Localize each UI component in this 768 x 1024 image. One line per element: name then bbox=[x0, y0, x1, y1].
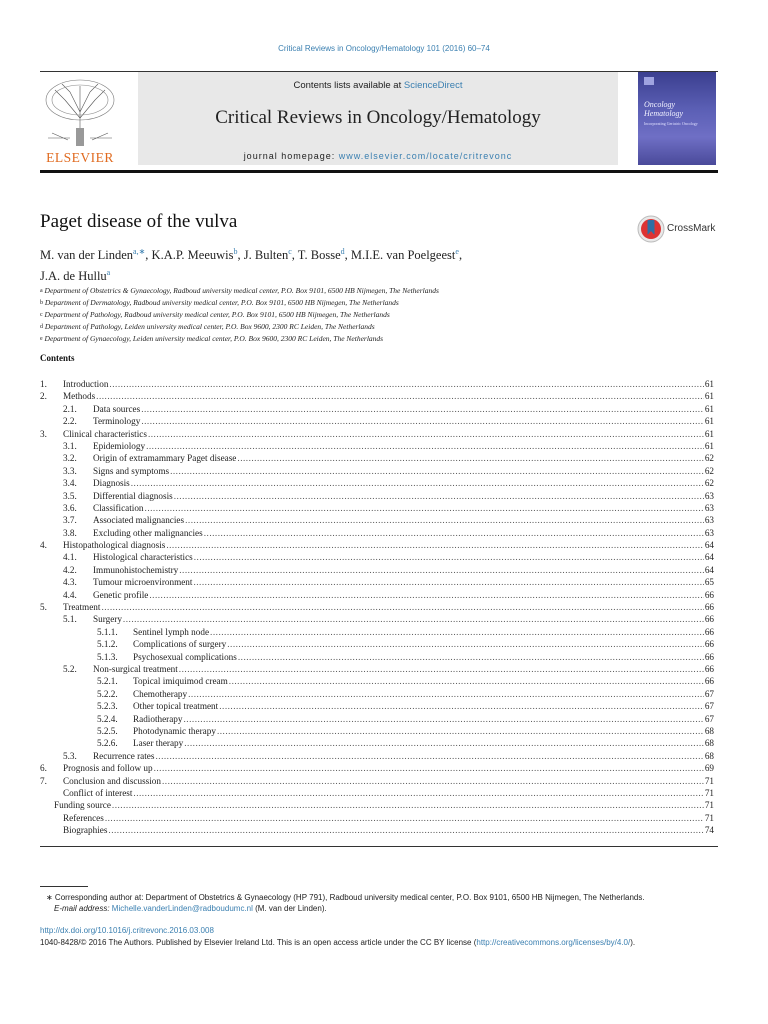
toc-entry[interactable] bbox=[40, 713, 714, 725]
toc-label[interactable]: Prognosis and follow up bbox=[63, 763, 153, 774]
author-affiliation-marker[interactable]: e bbox=[455, 247, 459, 256]
toc-number: 4.3. bbox=[63, 577, 77, 588]
toc-label[interactable]: Methods bbox=[63, 391, 96, 402]
toc-indent bbox=[40, 675, 97, 687]
toc-entry[interactable] bbox=[40, 589, 714, 601]
toc-leader-dots bbox=[237, 452, 703, 464]
email-link[interactable]: Michelle.vanderLinden@radboudumc.nl bbox=[111, 904, 253, 913]
toc-indent bbox=[40, 576, 63, 588]
contents-heading: Contents bbox=[40, 353, 75, 363]
author-name[interactable]: J.A. de Hullu bbox=[40, 269, 107, 284]
toc-leader-dots bbox=[210, 626, 704, 638]
toc-number: 5.1.3. bbox=[97, 651, 118, 662]
toc-leader-dots bbox=[188, 688, 704, 700]
contents-bottom-rule bbox=[40, 846, 718, 847]
toc-indent bbox=[40, 502, 63, 514]
author-affiliation-marker[interactable]: c bbox=[288, 247, 292, 256]
toc-entry[interactable] bbox=[40, 601, 714, 613]
toc-label[interactable]: Data sources bbox=[93, 403, 141, 414]
toc-entry[interactable] bbox=[40, 564, 714, 576]
journal-cover-image bbox=[638, 72, 716, 165]
toc-entry[interactable] bbox=[40, 626, 714, 638]
toc-page-number[interactable]: 66 bbox=[704, 663, 714, 674]
toc-number: 3.8. bbox=[63, 527, 77, 538]
affiliation-text: Department of Pathology, Leiden university medical center, P.O. Box 9600, 2300 RC Leiden, The Netherlands bbox=[44, 322, 375, 331]
toc-page-number[interactable]: 66 bbox=[704, 602, 714, 613]
toc-leader-dots bbox=[145, 502, 704, 514]
toc-number: 4.2. bbox=[63, 564, 77, 575]
toc-label[interactable]: Other topical treatment bbox=[133, 701, 219, 712]
license-link[interactable]: http://creativecommons.org/licenses/by/4.0/ bbox=[476, 938, 631, 947]
toc-leader-dots bbox=[149, 589, 703, 601]
toc-page-number[interactable]: 62 bbox=[704, 465, 714, 476]
toc-page-number[interactable]: 71 bbox=[704, 775, 714, 786]
toc-label[interactable]: Non-surgical treatment bbox=[93, 663, 178, 674]
contents-availability bbox=[138, 80, 618, 91]
toc-page-number[interactable]: 71 bbox=[704, 800, 714, 811]
toc-page-number[interactable]: 74 bbox=[704, 825, 714, 836]
toc-entry[interactable] bbox=[40, 477, 714, 489]
toc-label[interactable]: Epidemiology bbox=[93, 440, 146, 451]
toc-number bbox=[40, 787, 63, 799]
toc-entry[interactable] bbox=[40, 651, 714, 663]
toc-leader-dots bbox=[179, 564, 704, 576]
toc-indent bbox=[40, 725, 97, 737]
toc-label[interactable]: Classification bbox=[93, 502, 144, 513]
header-bottom-rule bbox=[40, 170, 718, 173]
toc-leader-dots bbox=[131, 477, 704, 489]
author-affiliation-marker[interactable]: d bbox=[340, 247, 345, 256]
toc-number: 3.6. bbox=[63, 502, 77, 513]
toc-page-number[interactable]: 66 bbox=[704, 651, 714, 662]
toc-leader-dots bbox=[148, 428, 704, 440]
toc-entry[interactable] bbox=[40, 799, 714, 811]
affiliation-text: Department of Obstetrics & Gynaecology, Radboud university medical center, P.O. Box 9101, 6500 HB Nijmegen, The Netherlands bbox=[44, 286, 439, 295]
toc-entry[interactable] bbox=[40, 613, 714, 625]
toc-indent bbox=[40, 403, 63, 415]
affiliation-item bbox=[40, 309, 720, 321]
toc-indent bbox=[40, 564, 63, 576]
toc-leader-dots bbox=[155, 750, 703, 762]
affiliation-text: Department of Dermatology, Radboud university medical center, P.O. Box 9101, 6500 HB Nijmegen, The Netherlands bbox=[44, 298, 399, 307]
toc-label[interactable]: Signs and symptoms bbox=[93, 465, 170, 476]
toc-indent bbox=[40, 651, 97, 663]
author-name[interactable]: M.I.E. van Poelgeest bbox=[350, 248, 456, 263]
author-affiliation-marker[interactable]: b bbox=[233, 247, 238, 256]
toc-page-number[interactable]: 61 bbox=[704, 416, 714, 427]
affiliation-item bbox=[40, 321, 720, 333]
journal-homepage bbox=[138, 151, 618, 161]
toc-leader-dots bbox=[141, 403, 704, 415]
toc-indent bbox=[40, 589, 63, 601]
author-name[interactable]: M. van der Linden bbox=[40, 248, 134, 263]
toc-label[interactable]: Introduction bbox=[63, 379, 109, 389]
corresponding-author-footnote bbox=[40, 892, 720, 914]
toc-leader-dots bbox=[185, 514, 704, 526]
contents-prefix: Contents lists available at bbox=[293, 80, 404, 91]
homepage-prefix: journal homepage: bbox=[243, 151, 339, 161]
toc-indent bbox=[40, 551, 63, 563]
toc-page-number[interactable]: 63 bbox=[704, 527, 714, 538]
toc-label[interactable]: Diagnosis bbox=[93, 478, 130, 489]
toc-number: 2. bbox=[40, 391, 47, 402]
email-line bbox=[40, 903, 720, 914]
toc-label[interactable]: Chemotherapy bbox=[133, 688, 188, 699]
toc-page-number[interactable]: 71 bbox=[704, 787, 714, 798]
cover-title bbox=[644, 100, 683, 118]
toc-entry[interactable] bbox=[40, 465, 714, 477]
toc-page-number[interactable]: 67 bbox=[704, 713, 714, 724]
toc-entry[interactable] bbox=[40, 750, 714, 762]
toc-leader-dots bbox=[109, 378, 703, 390]
toc-indent bbox=[40, 750, 63, 762]
toc-entry[interactable] bbox=[40, 551, 714, 563]
toc-leader-dots bbox=[227, 638, 704, 650]
toc-number: 5.2.4. bbox=[97, 713, 118, 724]
license-suffix: ). bbox=[630, 938, 636, 947]
toc-page-number[interactable]: 61 bbox=[704, 403, 714, 414]
toc-label[interactable]: Associated malignancies bbox=[93, 515, 185, 526]
author-name[interactable]: J. Bulten bbox=[243, 248, 289, 263]
toc-entry[interactable] bbox=[40, 527, 714, 539]
toc-label[interactable]: References bbox=[63, 812, 104, 823]
toc-label[interactable]: Genetic profile bbox=[93, 589, 149, 600]
toc-page-number[interactable]: 64 bbox=[704, 564, 714, 575]
toc-entry[interactable] bbox=[40, 675, 714, 687]
toc-label[interactable]: Conclusion and discussion bbox=[63, 775, 161, 786]
toc-indent bbox=[40, 465, 63, 477]
toc-label[interactable]: Clinical characteristics bbox=[63, 428, 147, 439]
toc-entry[interactable] bbox=[40, 378, 714, 390]
toc-entry[interactable] bbox=[40, 787, 714, 799]
toc-page-number[interactable]: 61 bbox=[704, 428, 714, 439]
toc-label[interactable]: Histological characteristics bbox=[93, 552, 193, 563]
toc-entry[interactable] bbox=[40, 737, 714, 749]
toc-entry[interactable] bbox=[40, 539, 714, 551]
cover-subtitle: Incorporating Geriatric Oncology bbox=[644, 121, 698, 126]
toc-page-number[interactable]: 66 bbox=[704, 626, 714, 637]
toc-page-number[interactable]: 66 bbox=[704, 676, 714, 687]
toc-number: 2.2. bbox=[63, 416, 77, 427]
affiliation-item bbox=[40, 297, 720, 309]
affiliation-text: Department of Pathology, Radboud university medical center, P.O. Box 9101, 6500 HB Nijmegen, The Netherlands bbox=[44, 310, 390, 319]
toc-leader-dots bbox=[219, 700, 704, 712]
toc-label[interactable]: Topical imiquimod cream bbox=[133, 676, 228, 687]
toc-leader-dots bbox=[238, 651, 704, 663]
toc-entry[interactable] bbox=[40, 440, 714, 452]
toc-leader-dots bbox=[146, 440, 704, 452]
toc-leader-dots bbox=[108, 824, 703, 836]
toc-page-number[interactable]: 62 bbox=[704, 478, 714, 489]
toc-indent bbox=[40, 490, 63, 502]
toc-page-number[interactable]: 66 bbox=[704, 639, 714, 650]
toc-label[interactable]: Photodynamic therapy bbox=[133, 725, 216, 736]
toc-entry[interactable] bbox=[40, 824, 714, 836]
toc-entry[interactable] bbox=[40, 688, 714, 700]
toc-leader-dots bbox=[194, 551, 704, 563]
toc-leader-dots bbox=[112, 799, 704, 811]
toc-number: 3. bbox=[40, 428, 47, 439]
toc-number: 5.2.2. bbox=[97, 688, 118, 699]
toc-leader-dots bbox=[154, 762, 704, 774]
toc-number: 3.2. bbox=[63, 453, 77, 464]
toc-leader-dots bbox=[141, 415, 703, 427]
toc-leader-dots bbox=[105, 812, 704, 824]
cover-title-line-1: Oncology bbox=[644, 100, 676, 109]
toc-entry[interactable] bbox=[40, 403, 714, 415]
toc-entry[interactable] bbox=[40, 428, 714, 440]
toc-indent bbox=[40, 638, 97, 650]
toc-leader-dots bbox=[179, 663, 704, 675]
toc-indent bbox=[40, 688, 97, 700]
journal-reference[interactable]: Critical Reviews in Oncology/Hematology 101 (2016) 60–74 bbox=[278, 44, 490, 53]
toc-label[interactable]: Origin of extramammary Paget disease bbox=[93, 453, 237, 464]
toc-label[interactable]: Psychosexual complications bbox=[133, 651, 237, 662]
toc-entry[interactable] bbox=[40, 700, 714, 712]
toc-number: 3.4. bbox=[63, 478, 77, 489]
affiliation-key: c bbox=[40, 312, 43, 318]
toc-label[interactable]: Biographies bbox=[63, 825, 108, 836]
toc-page-number[interactable]: 68 bbox=[704, 750, 714, 761]
toc-entry[interactable] bbox=[40, 514, 714, 526]
toc-page-number[interactable]: 61 bbox=[704, 379, 714, 389]
toc-indent bbox=[40, 514, 63, 526]
corresponding-author-text: ∗ Corresponding author at: Department of Obstetrics & Gynaecology (HP 791), Radboud university medical center, P.O. Box 9101, 6500 HB Nijmegen, The Netherlands. bbox=[46, 893, 645, 902]
toc-page-number[interactable]: 65 bbox=[704, 577, 714, 588]
toc-indent bbox=[40, 613, 63, 625]
toc-entry[interactable] bbox=[40, 452, 714, 464]
toc-page-number[interactable]: 71 bbox=[704, 812, 714, 823]
toc-leader-dots bbox=[204, 527, 704, 539]
toc-label[interactable]: Surgery bbox=[93, 614, 122, 625]
affiliation-text: Department of Gynaecology, Leiden university medical center, P.O. Box 9600, 2300 RC Leiden, The Netherlands bbox=[44, 334, 384, 343]
toc-leader-dots bbox=[166, 539, 703, 551]
footnote-rule bbox=[40, 886, 88, 887]
toc-entry[interactable] bbox=[40, 390, 714, 402]
toc-page-number[interactable]: 61 bbox=[704, 391, 714, 402]
cover-publisher-mark bbox=[644, 77, 654, 85]
toc-page-number[interactable]: 63 bbox=[704, 502, 714, 513]
toc-number: 5.1.2. bbox=[97, 639, 118, 650]
toc-number: 3.1. bbox=[63, 440, 77, 451]
toc-label[interactable]: Funding source bbox=[54, 800, 111, 811]
license-text: 1040-8428/© 2016 The Authors. Published by Elsevier Ireland Ltd. This is an open access article under the CC BY license ( bbox=[40, 938, 477, 947]
toc-leader-dots bbox=[229, 675, 704, 687]
doi-link[interactable]: http://dx.doi.org/10.1016/j.critrevonc.2016.03.008 bbox=[40, 926, 214, 935]
toc-number: 3.5. bbox=[63, 490, 77, 501]
toc-entry[interactable] bbox=[40, 663, 714, 675]
toc-number: 5.2.1. bbox=[97, 676, 118, 687]
toc-page-number[interactable]: 62 bbox=[704, 453, 714, 464]
toc-number bbox=[40, 824, 63, 836]
toc-leader-dots bbox=[174, 490, 704, 502]
article-title: Paget disease of the vulva bbox=[40, 211, 238, 232]
sciencedirect-link[interactable]: ScienceDirect bbox=[403, 80, 463, 91]
toc-label[interactable]: Conflict of interest bbox=[63, 787, 133, 798]
toc-number: 4. bbox=[40, 540, 47, 551]
toc-indent bbox=[40, 700, 97, 712]
author-list: M. van der Linden$^{a,∗}$, K.A.P. Meeuwis$^b$, J. Bulten$^c$, T. Bosse$^d$, M.I.E. van Poelgeest$^e$, J.A. de Hullu$^a$ bbox=[40, 247, 463, 284]
toc-label[interactable]: Laser therapy bbox=[133, 738, 184, 749]
toc-page-number[interactable]: 66 bbox=[704, 614, 714, 625]
toc-label[interactable]: Radiotherapy bbox=[133, 713, 183, 724]
toc-indent bbox=[40, 663, 63, 675]
toc-number: 5.2.5. bbox=[97, 725, 118, 736]
toc-page-number[interactable]: 63 bbox=[704, 490, 714, 501]
toc-label[interactable]: Sentinel lymph node bbox=[133, 626, 210, 637]
toc-indent bbox=[40, 626, 97, 638]
toc-entry[interactable] bbox=[40, 775, 714, 787]
toc-number: 5. bbox=[40, 602, 47, 613]
toc-page-number[interactable]: 69 bbox=[704, 763, 714, 774]
cover-title-line-2: Hematology bbox=[644, 109, 684, 118]
license-line bbox=[40, 938, 730, 947]
toc-number: 5.1. bbox=[63, 614, 77, 625]
author-name[interactable]: T. Bosse bbox=[297, 248, 341, 263]
toc-number: 5.2.6. bbox=[97, 738, 118, 749]
toc-entry[interactable] bbox=[40, 725, 714, 737]
toc-entry[interactable] bbox=[40, 415, 714, 427]
toc-leader-dots bbox=[184, 737, 704, 749]
toc-page-number[interactable]: 68 bbox=[704, 738, 714, 749]
affiliation-key: d bbox=[40, 324, 43, 330]
toc-leader-dots bbox=[162, 775, 704, 787]
toc-number: 5.2.3. bbox=[97, 701, 118, 712]
toc-number: 4.1. bbox=[63, 552, 77, 563]
toc-entry[interactable] bbox=[40, 762, 714, 774]
affiliations bbox=[40, 285, 720, 345]
toc-number: 5.2. bbox=[63, 663, 77, 674]
toc-label[interactable]: Terminology bbox=[93, 416, 141, 427]
author-name[interactable]: K.A.P. Meeuwis bbox=[151, 248, 234, 263]
toc-leader-dots bbox=[133, 787, 703, 799]
crossmark-label: CrossMark bbox=[667, 223, 716, 234]
author-affiliation-marker[interactable]: a,∗ bbox=[133, 247, 146, 256]
journal-title: Critical Reviews in Oncology/Hematology bbox=[215, 107, 541, 128]
toc-indent bbox=[40, 440, 63, 452]
toc-label[interactable]: Differential diagnosis bbox=[93, 490, 173, 501]
toc-leader-dots bbox=[170, 465, 704, 477]
toc-number: 7. bbox=[40, 775, 47, 786]
toc-label[interactable]: Histopathological diagnosis bbox=[63, 540, 166, 551]
author-affiliation-marker[interactable]: a bbox=[106, 268, 111, 278]
crossmark-badge[interactable] bbox=[637, 213, 719, 245]
toc-indent bbox=[40, 452, 63, 464]
toc-number: 2.1. bbox=[63, 403, 77, 414]
toc-leader-dots bbox=[184, 713, 704, 725]
toc-label[interactable]: Immunohistochemistry bbox=[93, 564, 179, 575]
toc-number: 6. bbox=[40, 763, 47, 774]
affiliation-key: b bbox=[40, 300, 43, 306]
toc-number: 3.7. bbox=[63, 515, 77, 526]
homepage-link[interactable]: www.elsevier.com/locate/critrevonc bbox=[338, 151, 513, 161]
toc-page-number[interactable]: 68 bbox=[704, 725, 714, 736]
toc-number: 4.4. bbox=[63, 589, 77, 600]
email-label: E-mail address: bbox=[54, 904, 112, 913]
affiliation-item bbox=[40, 333, 720, 345]
toc-entry[interactable] bbox=[40, 576, 714, 588]
toc-entry[interactable] bbox=[40, 812, 714, 824]
toc-number bbox=[40, 812, 63, 824]
toc-page-number[interactable]: 67 bbox=[704, 701, 714, 712]
toc-leader-dots bbox=[217, 725, 704, 737]
toc-indent bbox=[40, 477, 63, 489]
toc-label[interactable]: Complications of surgery bbox=[133, 639, 227, 650]
toc-page-number[interactable]: 64 bbox=[704, 552, 714, 563]
toc-page-number[interactable]: 66 bbox=[704, 589, 714, 600]
toc-indent bbox=[40, 737, 97, 749]
toc-label[interactable]: Tumour microenvironment bbox=[93, 577, 193, 588]
toc-indent bbox=[40, 415, 63, 427]
toc-page-number[interactable]: 63 bbox=[704, 515, 714, 526]
elsevier-wordmark: ELSEVIER bbox=[46, 150, 114, 165]
toc-page-number[interactable]: 64 bbox=[704, 540, 714, 551]
table-of-contents bbox=[40, 378, 714, 836]
toc-indent bbox=[40, 713, 97, 725]
email-suffix: (M. van der Linden). bbox=[252, 904, 327, 913]
toc-page-number[interactable]: 67 bbox=[704, 688, 714, 699]
toc-indent bbox=[40, 527, 63, 539]
toc-page-number[interactable]: 61 bbox=[704, 440, 714, 451]
affiliation-item bbox=[40, 285, 720, 297]
toc-number bbox=[40, 799, 54, 811]
toc-leader-dots bbox=[123, 613, 704, 625]
toc-label[interactable]: Recurrence rates bbox=[93, 750, 155, 761]
toc-entry[interactable] bbox=[40, 490, 714, 502]
toc-label[interactable]: Treatment bbox=[63, 602, 101, 613]
toc-number: 5.3. bbox=[63, 750, 77, 761]
toc-label[interactable]: Excluding other malignancies bbox=[93, 527, 203, 538]
toc-leader-dots bbox=[193, 576, 703, 588]
toc-number: 3.3. bbox=[63, 465, 77, 476]
toc-leader-dots bbox=[101, 601, 703, 613]
toc-entry[interactable] bbox=[40, 638, 714, 650]
affiliation-key: a bbox=[40, 288, 43, 294]
affiliation-key: e bbox=[40, 336, 43, 342]
toc-leader-dots bbox=[96, 390, 704, 402]
toc-number: 1. bbox=[40, 379, 47, 389]
toc-number: 5.1.1. bbox=[97, 626, 118, 637]
toc-entry[interactable] bbox=[40, 502, 714, 514]
